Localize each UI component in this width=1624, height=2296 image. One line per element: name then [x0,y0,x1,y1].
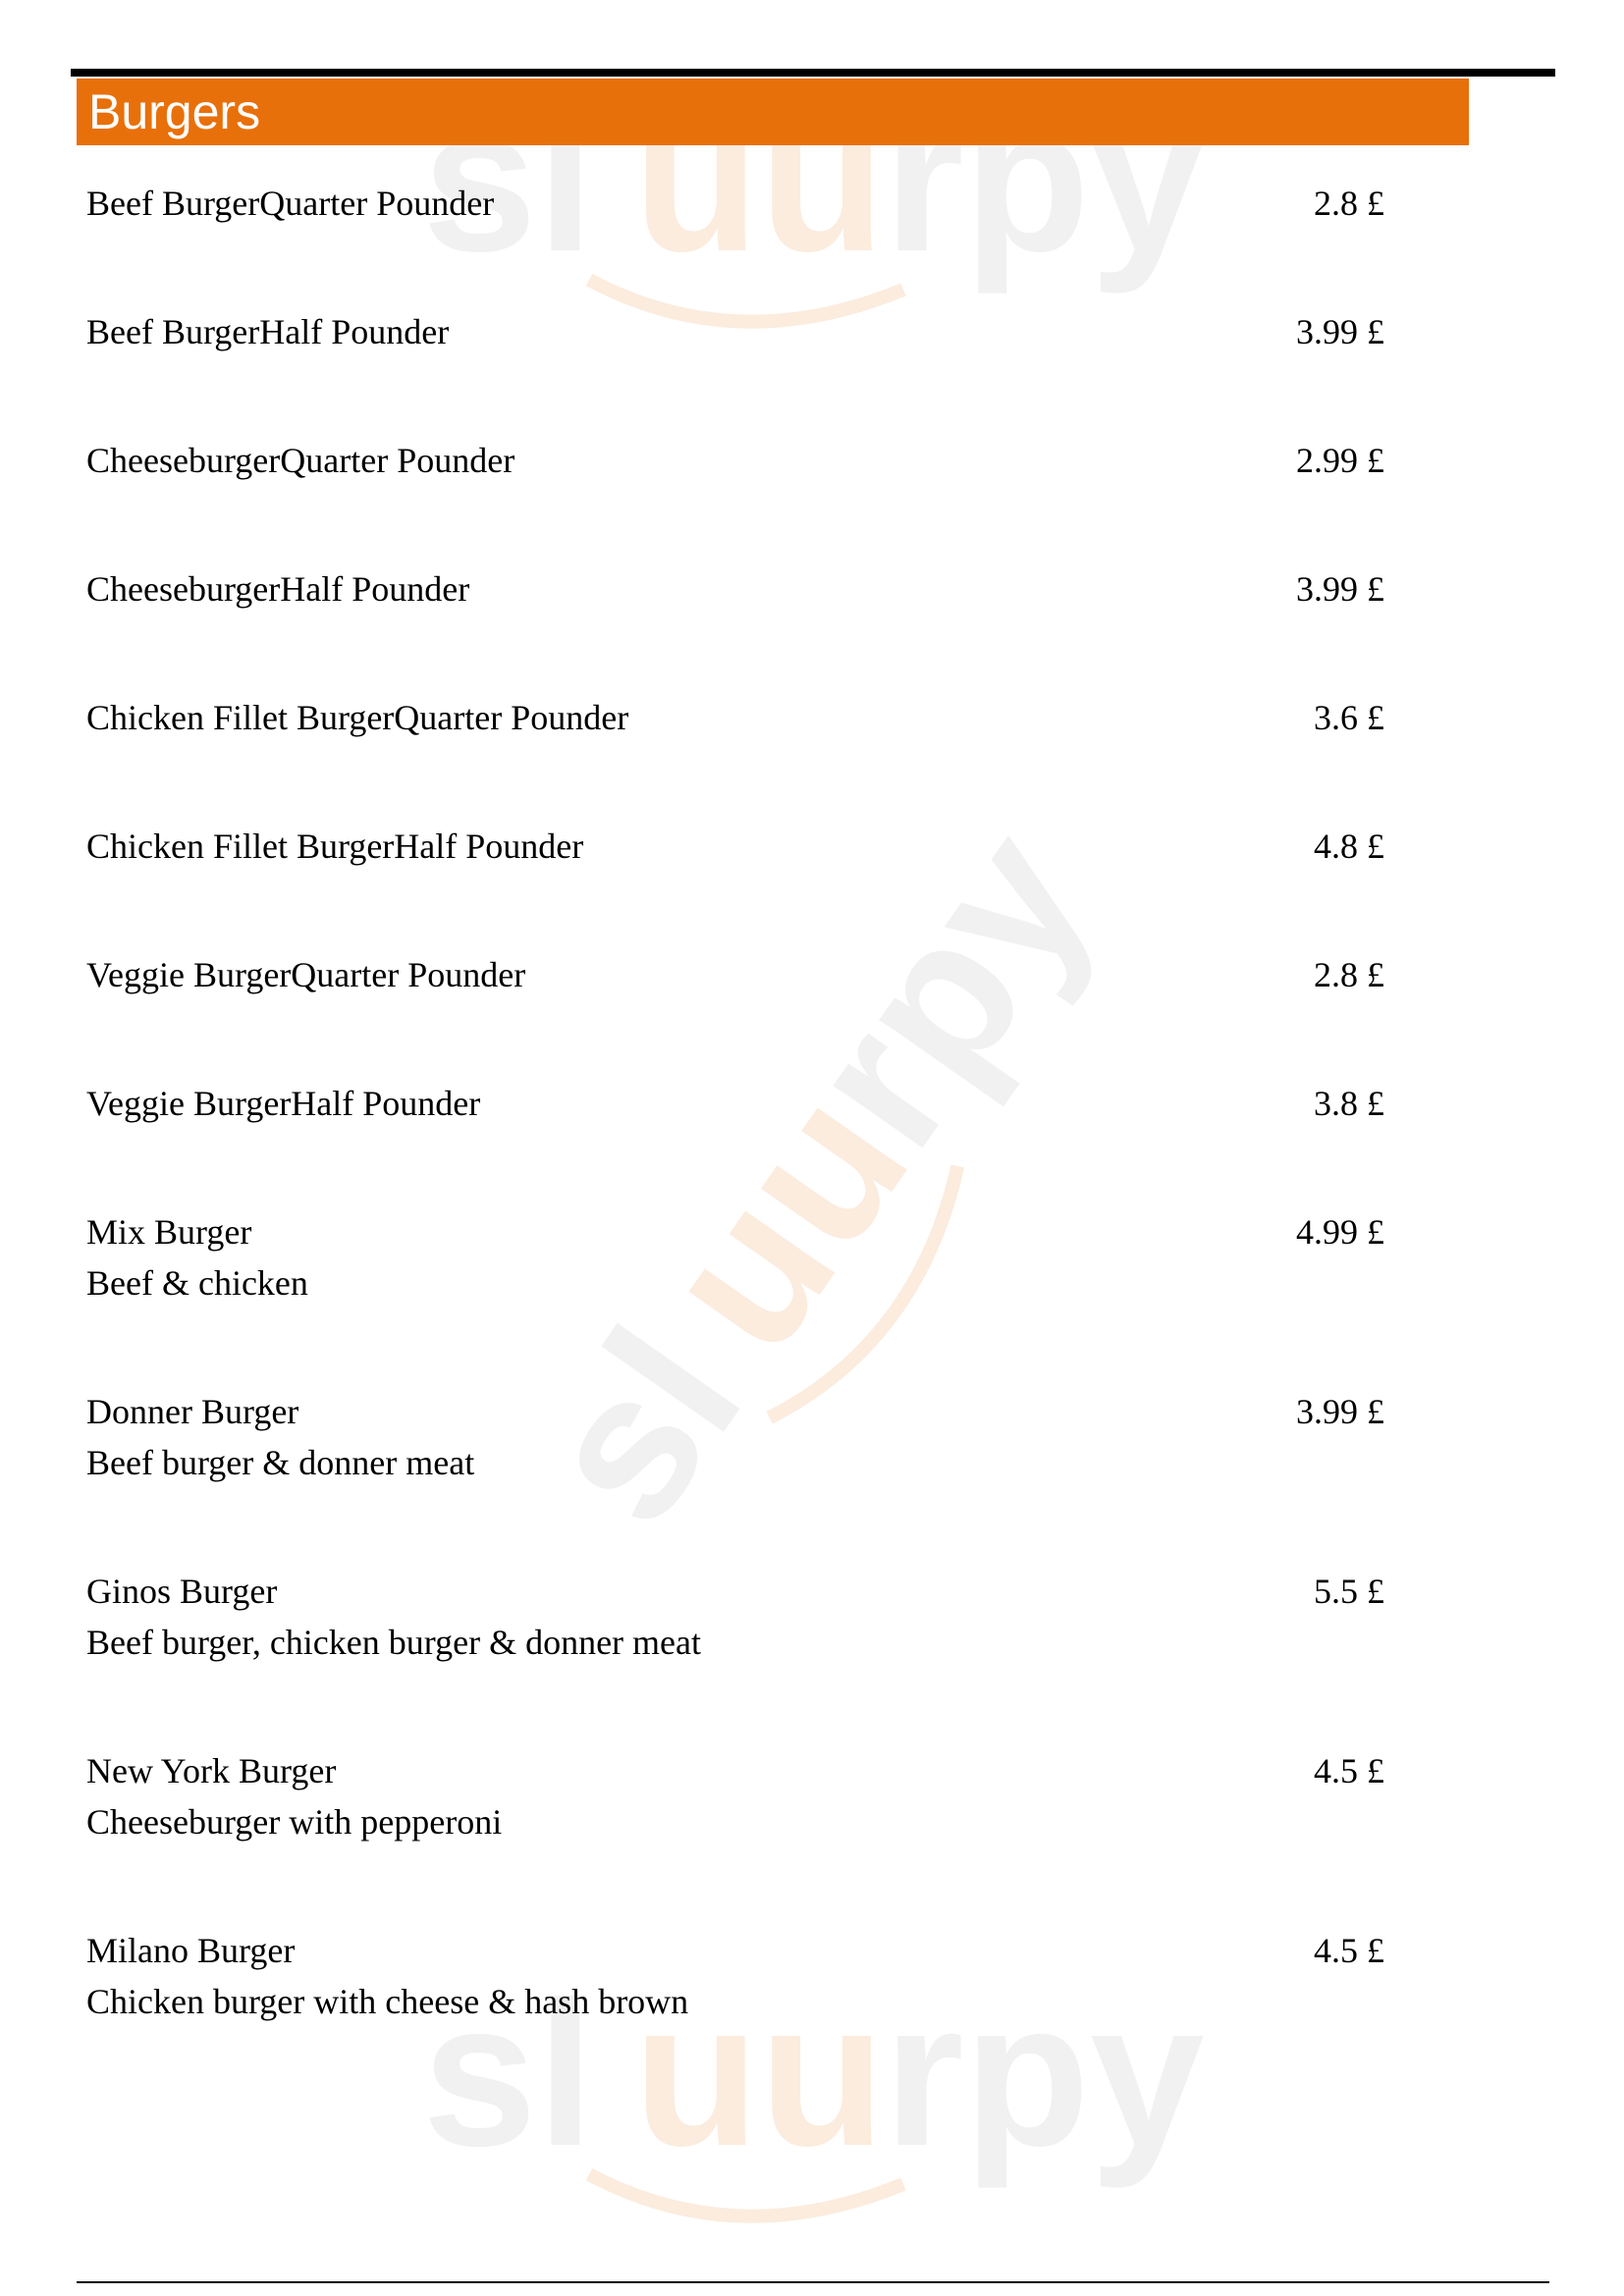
item-name: Beef BurgerQuarter Pounder [86,184,495,223]
item-price: 3.99 £ [1296,569,1384,609]
item-price: 3.6 £ [1314,698,1384,737]
svg-text:uu: uu [618,1051,951,1391]
menu-item [86,435,1384,486]
item-name: CheeseburgerQuarter Pounder [86,441,515,480]
item-price: 5.5 £ [1314,1572,1384,1611]
top-rule [71,69,1555,77]
item-name: Mix Burger [86,1212,252,1252]
svg-text:sl: sl [496,1289,785,1564]
svg-text:rpy: rpy [884,64,1205,294]
item-name: Chicken Fillet BurgerHalf Pounder [86,827,584,866]
item-price: 3.8 £ [1314,1084,1384,1123]
item-price: 3.99 £ [1296,1392,1384,1431]
svg-text:rpy: rpy [761,789,1135,1186]
bottom-rule [77,2281,1549,2283]
menu-item [86,1206,1384,1308]
item-name: New York Burger [86,1751,337,1790]
menu-item [86,178,1384,229]
svg-text:sl: sl [422,1958,595,2189]
item-price: 4.5 £ [1314,1751,1384,1790]
item-price: 4.8 £ [1314,827,1384,866]
item-description: Beef & chicken [86,1263,308,1303]
item-name: Veggie BurgerQuarter Pounder [86,955,526,994]
item-name: Veggie BurgerHalf Pounder [86,1084,481,1123]
item-price: 2.8 £ [1314,184,1384,223]
item-price: 2.8 £ [1314,955,1384,994]
item-description: Beef burger & donner meat [86,1443,475,1482]
menu-item [86,306,1384,357]
menu-item [86,563,1384,614]
menu-item [86,949,1384,1000]
item-price: 4.99 £ [1296,1212,1384,1252]
svg-text:rpy: rpy [884,1958,1205,2189]
item-description: Chicken burger with cheese & hash brown [86,1982,689,2021]
item-name: Milano Burger [86,1931,296,1970]
menu-item [86,692,1384,743]
menu-item [86,1078,1384,1129]
item-price: 4.5 £ [1314,1931,1384,1970]
item-price: 2.99 £ [1296,441,1384,480]
item-name: CheeseburgerHalf Pounder [86,569,470,609]
svg-text:uu: uu [633,1958,886,2189]
item-price: 3.99 £ [1296,312,1384,351]
svg-text:sl: sl [422,64,595,294]
menu-item [86,1566,1384,1668]
item-name: Chicken Fillet BurgerQuarter Pounder [86,698,629,737]
menu-item [86,1386,1384,1488]
item-name: Donner Burger [86,1392,299,1431]
menu-item [86,1925,1384,2027]
item-name: Ginos Burger [86,1572,278,1611]
item-description: Cheeseburger with pepperoni [86,1802,503,1842]
menu-item [86,821,1384,872]
svg-text:uu: uu [633,64,886,294]
section-header-burgers: Burgers [77,79,1469,145]
item-name: Beef BurgerHalf Pounder [86,312,450,351]
menu-item [86,1745,1384,1847]
item-description: Beef burger, chicken burger & donner meat [86,1623,701,1662]
